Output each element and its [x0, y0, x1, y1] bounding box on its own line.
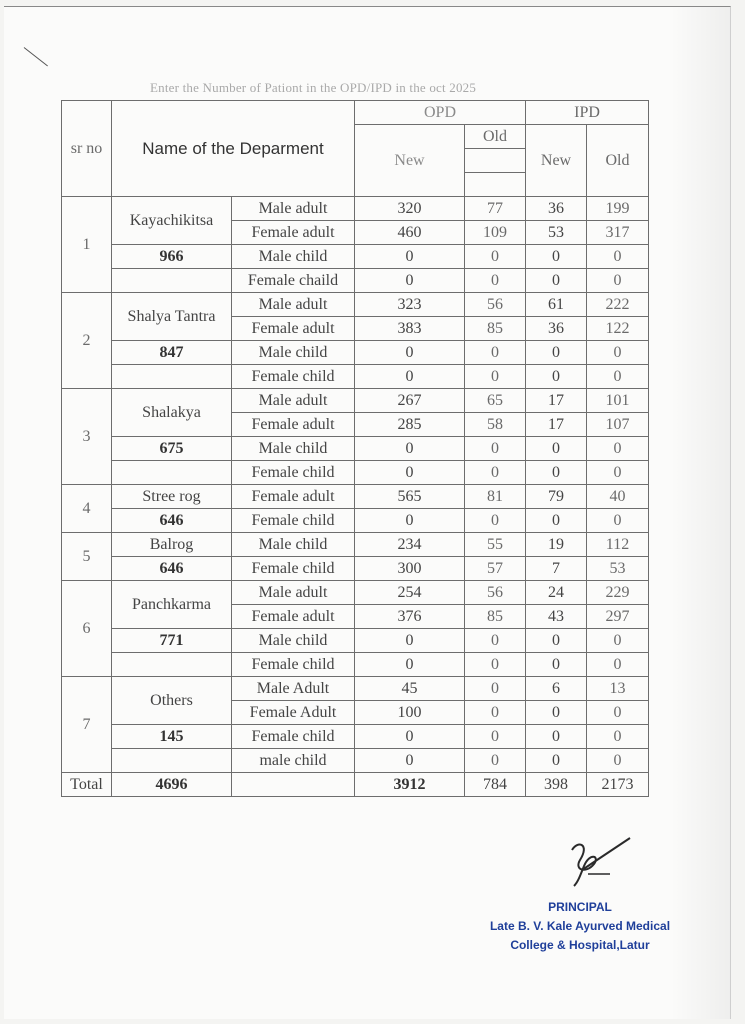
table-row — [62, 677, 649, 701]
table-row — [62, 581, 649, 605]
ipd-new-cell: 17 — [526, 413, 587, 437]
opd-old-cell: 85 — [465, 605, 526, 629]
category-cell: Female chaild — [232, 269, 355, 293]
opd-new-cell: 383 — [355, 317, 465, 341]
category-cell: Male child — [232, 341, 355, 365]
ipd-old-cell: 122 — [587, 317, 649, 341]
header-opd: OPD — [355, 101, 526, 125]
ipd-new-cell: 36 — [526, 317, 587, 341]
header-ipd: IPD — [526, 101, 649, 125]
opd-new-cell: 0 — [355, 461, 465, 485]
opd-new-cell: 0 — [355, 725, 465, 749]
table-row — [62, 269, 649, 293]
paper-shadow — [670, 7, 730, 1019]
opd-new-cell: 323 — [355, 293, 465, 317]
header-department: Name of the Deparment — [112, 101, 355, 197]
opd-old-cell: 58 — [465, 413, 526, 437]
table-row — [62, 365, 649, 389]
opd-old-cell: 0 — [465, 749, 526, 773]
category-cell: Female adult — [232, 317, 355, 341]
ipd-new-cell: 17 — [526, 389, 587, 413]
category-cell: Female child — [232, 365, 355, 389]
category-cell: Male adult — [232, 389, 355, 413]
category-cell: Female child — [232, 557, 355, 581]
category-cell: Female child — [232, 725, 355, 749]
total-ipd-new-cell: 398 — [526, 773, 587, 797]
department-name-cell: Stree rog — [112, 485, 232, 509]
category-cell: Female child — [232, 653, 355, 677]
ipd-old-cell: 0 — [587, 629, 649, 653]
category-cell: Male child — [232, 629, 355, 653]
opd-old-cell: 57 — [465, 557, 526, 581]
ipd-old-cell: 0 — [587, 269, 649, 293]
category-cell: Male adult — [232, 197, 355, 221]
ipd-new-cell: 61 — [526, 293, 587, 317]
department-name-cell: Shalakya — [112, 389, 232, 437]
category-cell: Female child — [232, 461, 355, 485]
ipd-old-cell: 53 — [587, 557, 649, 581]
ipd-old-cell: 0 — [587, 725, 649, 749]
table-row — [62, 341, 649, 365]
sr-number-cell: 4 — [62, 485, 112, 533]
blank-cell — [232, 773, 355, 797]
header-blank-cell — [465, 173, 526, 197]
opd-new-cell: 0 — [355, 341, 465, 365]
stamp-designation: PRINCIPAL — [548, 900, 612, 914]
department-total-cell: 847 — [112, 341, 232, 365]
opd-old-cell: 0 — [465, 725, 526, 749]
opd-new-cell: 254 — [355, 581, 465, 605]
category-cell: Male child — [232, 245, 355, 269]
ipd-old-cell: 0 — [587, 461, 649, 485]
header-blank-cell — [465, 149, 526, 173]
total-opd-new-cell: 3912 — [355, 773, 465, 797]
ipd-new-cell: 53 — [526, 221, 587, 245]
ipd-new-cell: 0 — [526, 725, 587, 749]
opd-old-cell: 85 — [465, 317, 526, 341]
header-ipd-old: Old — [587, 125, 649, 197]
opd-old-cell: 0 — [465, 653, 526, 677]
opd-new-cell: 0 — [355, 653, 465, 677]
opd-old-cell: 0 — [465, 245, 526, 269]
category-cell: Female adult — [232, 605, 355, 629]
opd-old-cell: 56 — [465, 581, 526, 605]
opd-old-cell: 55 — [465, 533, 526, 557]
department-name-cell: Kayachikitsa — [112, 197, 232, 245]
blank-cell — [112, 749, 232, 773]
ipd-new-cell: 0 — [526, 269, 587, 293]
department-total-cell: 646 — [112, 557, 232, 581]
ipd-new-cell: 0 — [526, 701, 587, 725]
sr-number-cell: 5 — [62, 533, 112, 581]
blank-cell — [112, 365, 232, 389]
ipd-new-cell: 0 — [526, 365, 587, 389]
ipd-new-cell: 7 — [526, 557, 587, 581]
opd-old-cell: 0 — [465, 269, 526, 293]
opd-new-cell: 234 — [355, 533, 465, 557]
table-row — [62, 533, 649, 557]
ipd-old-cell: 317 — [587, 221, 649, 245]
table-row — [62, 293, 649, 317]
ipd-old-cell: 0 — [587, 509, 649, 533]
opd-new-cell: 376 — [355, 605, 465, 629]
header-opd-new: New — [355, 125, 465, 197]
ipd-old-cell: 0 — [587, 341, 649, 365]
ipd-new-cell: 0 — [526, 245, 587, 269]
table-row — [62, 725, 649, 749]
table-row — [62, 485, 649, 509]
category-cell: male child — [232, 749, 355, 773]
ipd-old-cell: 0 — [587, 245, 649, 269]
ipd-old-cell: 0 — [587, 749, 649, 773]
opd-new-cell: 0 — [355, 365, 465, 389]
ipd-old-cell: 0 — [587, 701, 649, 725]
category-cell: Male adult — [232, 293, 355, 317]
patient-count-table — [61, 100, 649, 797]
signature-icon — [560, 830, 640, 890]
ipd-old-cell: 13 — [587, 677, 649, 701]
ipd-old-cell: 229 — [587, 581, 649, 605]
department-name-cell: Shalya Tantra — [112, 293, 232, 341]
table-row — [62, 509, 649, 533]
opd-new-cell: 45 — [355, 677, 465, 701]
category-cell: Female adult — [232, 413, 355, 437]
category-cell: Male child — [232, 437, 355, 461]
stamp-line-2: College & Hospital,Latur — [510, 938, 650, 952]
department-total-cell: 771 — [112, 629, 232, 653]
ipd-new-cell: 19 — [526, 533, 587, 557]
department-total-cell: 145 — [112, 725, 232, 749]
ipd-new-cell: 0 — [526, 461, 587, 485]
opd-old-cell: 77 — [465, 197, 526, 221]
category-cell: Male adult — [232, 581, 355, 605]
table-row — [62, 197, 649, 221]
total-row — [62, 773, 649, 797]
blank-cell — [112, 653, 232, 677]
table-row — [62, 629, 649, 653]
principal-stamp — [470, 898, 690, 955]
opd-new-cell: 320 — [355, 197, 465, 221]
sr-number-cell: 7 — [62, 677, 112, 773]
table-row — [62, 653, 649, 677]
document-title: Enter the Number of Pationt in the OPD/IPD in the oct 2025 — [150, 80, 477, 95]
category-cell: Male Adult — [232, 677, 355, 701]
category-cell: Male child — [232, 533, 355, 557]
category-cell: Female Adult — [232, 701, 355, 725]
total-label-cell: Total — [62, 773, 112, 797]
opd-new-cell: 0 — [355, 509, 465, 533]
ipd-new-cell: 6 — [526, 677, 587, 701]
department-total-cell: 675 — [112, 437, 232, 461]
ipd-old-cell: 112 — [587, 533, 649, 557]
ipd-old-cell: 222 — [587, 293, 649, 317]
sr-number-cell: 1 — [62, 197, 112, 293]
opd-new-cell: 100 — [355, 701, 465, 725]
blank-cell — [112, 269, 232, 293]
ipd-new-cell: 0 — [526, 341, 587, 365]
department-total-cell: 646 — [112, 509, 232, 533]
opd-new-cell: 0 — [355, 269, 465, 293]
opd-old-cell: 0 — [465, 341, 526, 365]
ipd-new-cell: 0 — [526, 437, 587, 461]
ipd-old-cell: 199 — [587, 197, 649, 221]
ipd-old-cell: 0 — [587, 365, 649, 389]
ipd-new-cell: 0 — [526, 509, 587, 533]
ipd-old-cell: 0 — [587, 437, 649, 461]
table-row — [62, 245, 649, 269]
opd-old-cell: 0 — [465, 365, 526, 389]
ipd-new-cell: 0 — [526, 653, 587, 677]
department-name-cell: Others — [112, 677, 232, 725]
opd-new-cell: 0 — [355, 437, 465, 461]
ipd-new-cell: 0 — [526, 629, 587, 653]
blank-cell — [112, 461, 232, 485]
category-cell: Female adult — [232, 485, 355, 509]
ipd-old-cell: 297 — [587, 605, 649, 629]
opd-old-cell: 0 — [465, 677, 526, 701]
header-sr-no: sr no — [62, 101, 112, 197]
ipd-old-cell: 107 — [587, 413, 649, 437]
opd-old-cell: 109 — [465, 221, 526, 245]
table-row — [62, 557, 649, 581]
table-row — [62, 461, 649, 485]
opd-old-cell: 0 — [465, 701, 526, 725]
table-row — [62, 389, 649, 413]
header-opd-old: Old — [465, 125, 526, 149]
ipd-old-cell: 40 — [587, 485, 649, 509]
opd-new-cell: 300 — [355, 557, 465, 581]
department-name-cell: Panchkarma — [112, 581, 232, 629]
opd-new-cell: 0 — [355, 629, 465, 653]
table-row — [62, 749, 649, 773]
opd-old-cell: 56 — [465, 293, 526, 317]
ipd-old-cell: 0 — [587, 653, 649, 677]
sr-number-cell: 2 — [62, 293, 112, 389]
opd-new-cell: 267 — [355, 389, 465, 413]
department-name-cell: Balrog — [112, 533, 232, 557]
opd-old-cell: 65 — [465, 389, 526, 413]
opd-new-cell: 285 — [355, 413, 465, 437]
stamp-line-1: Late B. V. Kale Ayurved Medical — [489, 919, 671, 933]
total-ipd-old-cell: 2173 — [587, 773, 649, 797]
ipd-new-cell: 79 — [526, 485, 587, 509]
opd-old-cell: 0 — [465, 437, 526, 461]
pen-mark — [24, 47, 48, 66]
table-row — [62, 437, 649, 461]
opd-new-cell: 565 — [355, 485, 465, 509]
ipd-new-cell: 24 — [526, 581, 587, 605]
opd-new-cell: 460 — [355, 221, 465, 245]
opd-old-cell: 0 — [465, 509, 526, 533]
sr-number-cell: 6 — [62, 581, 112, 677]
opd-old-cell: 0 — [465, 629, 526, 653]
category-cell: Female adult — [232, 221, 355, 245]
opd-old-cell: 0 — [465, 461, 526, 485]
sr-number-cell: 3 — [62, 389, 112, 485]
ipd-new-cell: 0 — [526, 749, 587, 773]
opd-new-cell: 0 — [355, 245, 465, 269]
department-total-cell: 966 — [112, 245, 232, 269]
grand-total-cell: 4696 — [112, 773, 232, 797]
category-cell: Female child — [232, 509, 355, 533]
total-opd-old-cell: 784 — [465, 773, 526, 797]
opd-new-cell: 0 — [355, 749, 465, 773]
opd-old-cell: 81 — [465, 485, 526, 509]
ipd-new-cell: 43 — [526, 605, 587, 629]
ipd-new-cell: 36 — [526, 197, 587, 221]
header-ipd-new: New — [526, 125, 587, 197]
ipd-old-cell: 101 — [587, 389, 649, 413]
